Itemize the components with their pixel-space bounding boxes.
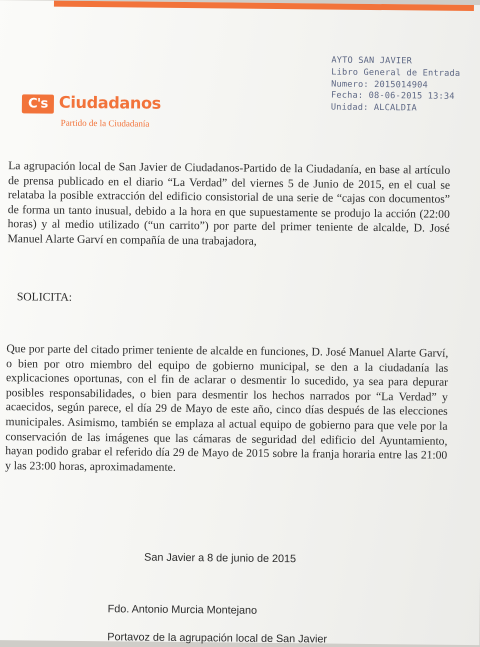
stamp-line-number: Numero: 2015014904 [331,79,428,91]
orange-header-bar [54,1,474,11]
logo-name: Ciudadanos [58,92,162,113]
request-paragraph: Que por parte del citado primer teniente de alcalde en funciones, D. José Manuel Alarte Garví, o bien por otro miembro del equipo de gobierno municipal, se den a la ciudadanía las explicaciones oportunas, con el fin de aclarar o desmentir lo sucedido, ya sea para depurar posibles responsabilidades, o bien para desmentir los hechos narrados por “La Verdad” y acaecidos, según parece, el día 29 de Mayo de este año, cinco días después de las elecciones municipales. Asimismo, también se emplaza al actual equipo de gobierno para que vele por la conservación de las imágenes que las cámaras de seguridad del edificio del Ayuntamiento, hayan podido grabar el referido día 29 de Mayo de 2015 sobre la franja horaria entre las 21:00 y las 23:00 horas, aproximadamente. [5,342,449,474]
stamp-line-unit: Unidad: ALCALDIA [330,102,417,114]
logo-mark: C's [22,94,54,113]
logo-subtitle: Partido de la Ciudadanía [60,117,150,129]
stamp-line-date: Fecha: 08-06-2015 13:34 [330,90,455,103]
registry-stamp [331,56,480,117]
ciudadanos-logo [22,92,202,134]
signer-role: Portavoz de la agrupación local de San Javier [107,631,328,646]
stamp-line-book: Libro General de Entrada [331,67,461,79]
letter-date: San Javier a 8 de junio de 2015 [144,551,297,566]
solicita-heading: SOLICITA: [16,290,73,304]
signature-line: Fdo. Antonio Murcia Montejano [107,603,258,617]
stamp-line-office: AYTO SAN JAVIER [331,55,413,67]
intro-paragraph: La agrupación local de San Javier de Ciudadanos-Partido de la Ciudadanía, en base al artículo de prensa publicado en el diario “La Verdad” del viernes 5 de Junio de 2015, en el cual se relataba la posible extracción del edificio consistorial de una serie de “cajas con documentos” de forma un tanto inusual, debido a la hora en que supuestamente se produjo la acción (22:00 horas) y al medio utilizado (“un carrito”) por parte del primer teniente de alcalde, D. José Manuel Alarte Garví en compañía de una trabajadora, [7,159,451,248]
